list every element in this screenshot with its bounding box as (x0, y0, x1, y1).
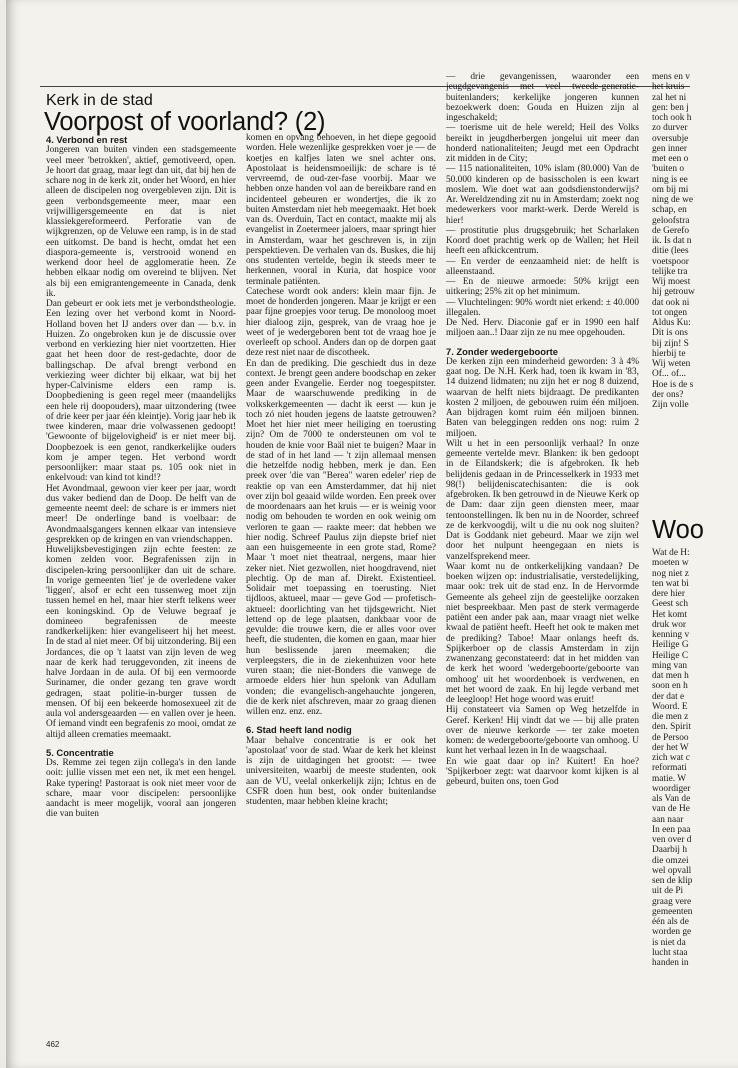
fragment-line: Wij weten (652, 359, 691, 369)
fragment-line: wel opvall (652, 865, 692, 876)
fragment-line: mens en v (652, 72, 690, 82)
subheading: 4. Verbond en rest (46, 135, 128, 145)
magazine-page (6, 0, 738, 1068)
fragment-line: nog niet z (652, 568, 689, 579)
fragment-line: ten wat bi (652, 578, 689, 589)
fragment-line: Aldus Ku: (652, 318, 691, 328)
fragment-line: toch ook h (652, 113, 692, 123)
fragment-line: ning is ee (652, 174, 688, 185)
subheading: 7. Zonder wedergeboorte (446, 345, 558, 357)
text-column-3 (446, 72, 639, 1032)
paragraph: — En de nieuwe armoede: 50% krijgt een uitkering; 25% zit op het minimum. (446, 277, 639, 298)
fragment-line: zal het ni (652, 92, 687, 103)
fragment-line: Woord. E (652, 701, 688, 712)
fragment-line: dere hier (652, 589, 685, 599)
paragraph: komen en opvang behoeven, in het diepe gegooid worden. Hele wezenlijke gesprekken voer je — de koetjes en kalfjes laten we snel achter ons. Apostolaat is heidensmoeilijk: de schare is té vervreemd, de oud-zer-fase voorbij. Maar we hebben onze handen vol aan de bereikbare rand en incidenteel gebeuren er wondertjes, die ik zo buiten Amsterdam niet heb meegemaakt. Het boek van ds. Overduin, Tact en contact, maakte mij als evangelist in Zoetermeer jaloers, maar springt hier in Amsterdam, waar het geschreven is, in zijn perspektieven. De verhalen van ds. Buskes, die hij ons studenten vertelde, begin ik steeds meer te herkennen, vooral in Kuria, dat hospice voor terminale patiënten. (246, 133, 436, 287)
paragraph: Catechese wordt ook anders: klein maar fijn. Je moet de honderden jongeren. Maar je krijgt er een paar fijne groepjes voor terug. De monoloog moet hier dialoog zijn, gesprek, van de vraag hoe je weet of je wedergeboren bent tot de vraag hoe je overleeft op school. Anders dan op de dorpen gaat deze rest niet naar de discotheek. (246, 286, 436, 359)
next-article-title: Woo (652, 516, 704, 544)
fragment-line: geloofstra (652, 215, 690, 226)
fragment-line: Hoe is de s (652, 379, 694, 390)
fragment-line: In een paa (652, 824, 691, 835)
fragment-line: die men z (652, 712, 689, 722)
fragment-line: ditie (lees (652, 246, 689, 257)
fragment-line: voetspoor (652, 256, 689, 267)
fragment-line: één als de (652, 917, 689, 927)
fragment-line: als Van de (652, 794, 691, 804)
fragment-line: woordiger (652, 783, 691, 794)
fragment-line: schap, en (652, 205, 687, 216)
fragment-line: zo durver (652, 123, 688, 134)
fragment-line: Of... of... (652, 369, 686, 380)
subheading: 5. Concentratie (46, 746, 114, 758)
fragment-line: Dit is ons (652, 328, 688, 339)
fragment-line: met een o (652, 154, 689, 164)
paragraph: — 115 nationaliteiten, 10% islam (80.000) Van de 50.000 kinderen op de basisscholen is een kwart moslem. Wie doet wat aan godsdienstonderwijs? Ar. Wereldzending zit nu in Amsterdam; zoekt nog medewerkers voor markt-werk. Derde Wereld is hier! (446, 164, 639, 226)
next-article-text-fragment (652, 548, 738, 978)
paragraph: Het Avondmaal, gewoon vier keer per jaar, wordt dus vaker bediend dan de Doop. De helft van de gemeente neemt deel: de schare is er immers niet meer! De onderlinge band is voelbaar: de Avondmaalsgangers kennen elkaar van intensieve gesprekken op de kringen en van vriendschappen. (46, 483, 236, 545)
fragment-line: 'buiten o (652, 164, 685, 175)
paragraph: — toerisme uit de hele wereld; Heil des Volks bereikt in jeugdherbergen jongelui uit meer dan honderd nationaliteiten; Jeugd met een Opdracht zit midden in de City; (446, 123, 639, 164)
paragraph: En wie gaat daar op in? Kuitert! En hoe? 'Spijkerboer zegt: wat daarvoor komt kijken is al gebeurd, buiten ons, toen God (446, 756, 639, 787)
fragment-line: om bij mi (652, 184, 689, 195)
next-article-column-fragment (652, 72, 738, 497)
fragment-line: die omzei (652, 855, 689, 866)
fragment-line: gen inner (652, 143, 688, 154)
fragment-line: uit de Pi (652, 886, 684, 897)
fragment-line: lucht staa (652, 947, 688, 958)
paragraph: De kerken zijn een minderheid geworden: 3 à 4% gaat nog. De N.H. Kerk had, toen ik kwam in '83, 14 duizend lidmaten; nu zijn het er nog 8 duizend, waarvan de helft niets bijdraagt. De predikanten kosten 2 miljoen, de gebouwen ruim één miljoen. Aan bijdragen komt ruim één miljoen binnen. Baten van beleggingen redden ons nog: ruim 2 miljoen. (446, 356, 639, 439)
fragment-line: der ons? (652, 389, 684, 400)
fragment-line: graag vere (652, 896, 692, 907)
fragment-line: Wij moest (652, 277, 691, 287)
paragraph: Huwelijksbevestigingen zijn echte feesten: ze komen zelden voor. Begrafenissen zijn in discipelen-kring persoonlijker dan uit de schare. In vorige gemeenten 'liet' je de overledene vaker 'liggen', alsof er echt een tussenweg moet zijn tussen hemel en hel, maar hier sterft telkens weer een koningskind. Op de Veluwe begraaf je domineeo begrafenissen de meeste randkerkelijken: hier evangeliseert hij het meest. In de stad al niet meer. Of bij uitzondering. Bij een Jordances, die op 't laatst van zijn leven de weg naar de kerk had teruggevonden, zit ineens de halve Jordaan in de aula. Of bij een vermoorde Surinamer, die onder gezang ten grave wordt gedragen, staat politie-in-burger tussen de mensen. Of bij een bekeerde homosexueel zit de aula vol andersgeaarden — en vallen over je heen. Of iemand vindt een begrafenis zo mooi, omdat ze altijd alleen crematies meemaakt. (46, 545, 236, 740)
paragraph: Wilt u het in een persoonlijk verhaal? In onze gemeente vertelde mevr. Blanken: ik ben gedoopt in de Eilandskerk; die is afgebroken. Ik heb belijdenis gedaan in de Princesselkerk in 1933 met 98(!) belijdeniscatechisanten: die is ook afgebroken. Ik ben getrouwd in de Nieuwe Kerk op de Dam: daar zijn geen diensten meer, maar tentoonstellingen. Ik ben nu in de Noorder, schreef ze de kerkvoogdij, wilt u die nu ook nog sluiten? Dat is Goddank niet gebeurd. Maar we zijn wel door het nulpunt heengegaan en niets is vanzelfsprekend meer. (446, 438, 639, 562)
paragraph: Waar komt nu de ontkerkelijking vandaan? De boeken wijzen op: industrialisatie, verstedelijking, maar ook: trek uit de stad enz. In de Hervormde Gemeente als geheel zijn de geestelijke oorzaken niet bespreekbaar. Men past de sterk vermagerde patiënt een ander pak aan, maar vraagt niet welke kwaal de patiënt heeft. Heeft het ook te maken met de prediking? Taboe! Maar onlangs heeft ds. Spijkerboer op de classis Amsterdam in zijn zwanenzang geconstateerd: dat in het midden van de kerk het woord 'wedergeboorte/geboorte van omhoog' uit het woordenboek is verdwenen, en met het woord de zaak. En hij legde verband met de leegloop! Het hoge woord was eruit! (446, 561, 639, 705)
fragment-line: gen: ben j (652, 102, 689, 113)
fragment-line: reformati (652, 763, 687, 774)
fragment-line: soon en h (652, 681, 688, 692)
fragment-line: van de He (652, 804, 690, 815)
fragment-line: hij getrouw (652, 287, 695, 298)
fragment-line: druk wor (652, 619, 686, 630)
text-column-2 (246, 133, 436, 1033)
page-number: 462 (46, 1040, 60, 1049)
paragraph: — prostitutie plus drugsgebruik; het Scharlaken Koord doet prachtig werk op de Wallen; het Heil heeft een afkickcentrum. (446, 225, 639, 257)
fragment-line: de Gerefo (652, 225, 690, 236)
fragment-line: telijke tra (652, 266, 688, 277)
fragment-line: der dat e (652, 691, 685, 702)
fragment-line: de Persoo (652, 732, 689, 743)
fragment-line: Heilige C (652, 650, 689, 661)
paragraph: Maar behalve concentratie is er ook het 'apostolaat' voor de stad. Waar de kerk het kleinst is zijn de uitdagingen het grootst: — twee universiteiten, waarbij de meeste studenten, ook aan de VU, veelal onkerkelijk zijn; Ichtus en de CSFR doen hun best, ook onder buitenlandse studenten, maar hebben kleine kracht; (246, 735, 436, 807)
paragraph: Ds. Remme zei tegen zijn collega's in den lande ooit: jullie vissen met een net, ik met een hengel. Rake typering! Pastoraat is ook niet meer voor de schare, maar voor discipelen: persoonlijke aandacht is meer mogelijk, vooral aan jongeren die van buiten (46, 758, 236, 820)
paragraph: De Ned. Herv. Diaconie gaf er in 1990 een half miljoen aan..! Daar zijn ze nu mee opgehouden. (446, 318, 639, 339)
paragraph: — drie gevangenissen, waaronder een jeugdgevangenis met veel tweede-generatie-buitenlanders; kerkelijke jongeren kunnen bezoekwerk doen: Gouda en Huizen zijn al ingeschakeld; (446, 72, 639, 123)
fragment-line: dat men h (652, 671, 689, 681)
fragment-line: dat ook ni (652, 297, 690, 308)
fragment-line: zich wat c (652, 753, 690, 763)
paragraph: Hij constateert via Samen op Weg hetzelfde in Geref. Kerken! Hij vindt dat we — bij alle praten over de nieuwe kerkorde — ter zake moeten komen: de wedergeboorte/geboorte van omhoog. U kunt het verhaal lezen in In de waagschaal. (446, 705, 639, 757)
fragment-line: worden ge (652, 927, 692, 938)
fragment-line: gemeenten (652, 906, 693, 917)
fragment-line: kenning v (652, 630, 690, 640)
fragment-line: tot ongen (652, 307, 688, 318)
fragment-line: ik. Is dat n (652, 236, 692, 246)
paragraph: Dan gebeurt er ook iets met je verbondstheologie. Een lezing over het verbond komt in Noord-Holland boven het IJ anders over dan — b.v. in Huizen. Zo ongebroken kun je de discussie over verbond en verkiezing hier niet voortzetten. Hier gaat het heen door de rest-gedachte, door de ballingschap. De afval brengt verbond en verkiezing weer dichter bij elkaar, wat bij het hyper-Calvinisme elders een ramp is. Doopbediening is geen regel meer (maandelijks een hele rij doopouders), maar uitzondering (twee of drie keer per jaar één kleintje). Vorig jaar heb ik twee kinderen, maar drie volwassenen gedoopt! 'Gewoonte of bijgelovigheid' is er niet meer bij. Doopbezoek is een genot, randkerkelijke ouders kom je amper tegen. Het verbond wordt persoonlijker: maar staat ps. 105 ook niet in enkelvoud: van kind tot kind!? (46, 299, 236, 484)
fragment-line: Geest sch (652, 599, 689, 610)
fragment-line: het kruis (652, 82, 685, 93)
fragment-line: sen de klip (652, 876, 693, 886)
paragraph: — En verder de eenzaamheid niet: de helft is alleenstaand. (446, 256, 639, 277)
paragraph: Jongeren van buiten vinden een stadsgemeente veel meer 'betrokken', aktief, gemotiveerd, open. Je hoort dat graag, maar legt dan uit, dat bij hen de schare nog in de kerk zit, onder het Woord, en hier alleen de discipelen nog overgebleven zijn. Dit is geen verbondsgemeente meer, maar een vrijwilligersgemeente en dat is niet klassiekgereformeerd. Perforatie van de wijkgrenzen, op de Veluwe een ramp, is in de stad een uitkomst. De band is hecht, omdat het een diaspora-gemeente is, verstrooid wonend en werkend door heel de agglomeratie heen. Ze hebben elkaar nodig om overeind te blijven. Net als bij een emigrantengemeente in Canada, denk ik. (46, 145, 236, 299)
fragment-line: ven over d (652, 835, 692, 845)
fragment-line: der het W (652, 742, 689, 753)
fragment-line: Het komt (652, 609, 688, 620)
fragment-line: moeten w (652, 558, 689, 569)
fragment-line: is niet da (652, 937, 686, 948)
fragment-line: Daarbij h (652, 845, 688, 856)
fragment-line: den. Spirit (652, 722, 691, 733)
fragment-line: Heilige G (652, 640, 689, 651)
paragraph: — Vluchtelingen: 90% wordt niet erkend: ± 40.000 illegalen. (446, 297, 639, 318)
subheading: 6. Stad heeft land nodig (246, 724, 352, 736)
fragment-line: Wat de H: (652, 548, 690, 558)
section-label: Kerk in de stad (46, 92, 153, 109)
fragment-line: handen in (652, 958, 689, 968)
paragraph: En dan de prediking. Die geschiedt dus in deze context. Je brengt geen andere boodschap en zeker geen ander Evangelie. Eerder nog toegespitster. Maar de waarschuwende prediking in de volkskerkgemeenten — dacht ik eerst — kun je toch zó niet houden jegens de laatste getrouwen? Moet het hier niet meer heiliging en toerusting zijn? Om de 7000 te ondersteunen om vol te houden de knie voor Baäl niet te buigen? Maar in de stad of in het land — 't zijn allemaal mensen die hetzelfde nodig hebben, merk je dan. Een preek over 'die van "Berea" waren edeler' riep de reaktie op van een Amsterdammer, dat hij niet over zijn bol geaaid wilde worden. Een preek over de moordenaars aan het kruis — er is weinig voor nodig om behouden te worden en ook weinig om verloren te gaan — raakte meer: dat hebben we hier nodig. Schreef Paulus zijn diepste brief niet aan een huisgemeente in een grote stad, Rome? Maar 't moet niet theatraal, nergens, maar hier zeker niet. Niet gezwollen, niet hoogdravend, niet plechtig. Op de man af. Direkt. Existentieel. Solidair met toepassing en toerusting. Niet tijdloos, aktueel, maar — geve God — profetisch-aktueel: doorlichting van het tijdsgewricht. Niet lettend op de lege plaatsen, dankbaar voor de gevulde: die trouwe kern, die er alles voor over heeft, die studenten, die komen en gaan, maar hier hun beslissende jaren meemaken; die verpleegsters, die in de ziekenhuizen voor hete vuren staan; die niet-Bonders die vanwege de armoede elders hier hun spelonk van Adullam vonden; die evangelisch-angehauchte jongeren, die de kerk niet afschreven, maar zo graag dienen willen enz. enz. enz. (246, 358, 436, 717)
fragment-line: ning de we (652, 195, 693, 205)
fragment-line: bij zijn! S (652, 338, 689, 349)
fragment-line: ming van (652, 660, 688, 671)
fragment-line: matie. W (652, 773, 687, 784)
fragment-line: oversubje (652, 133, 689, 144)
fragment-line: Zijn volle (652, 400, 689, 410)
fragment-line: aan naar (652, 814, 684, 825)
article-title: Voorpost of voorland? (2) (44, 108, 326, 136)
fragment-line: hierbij te (652, 348, 686, 359)
text-column-1 (46, 135, 236, 1035)
